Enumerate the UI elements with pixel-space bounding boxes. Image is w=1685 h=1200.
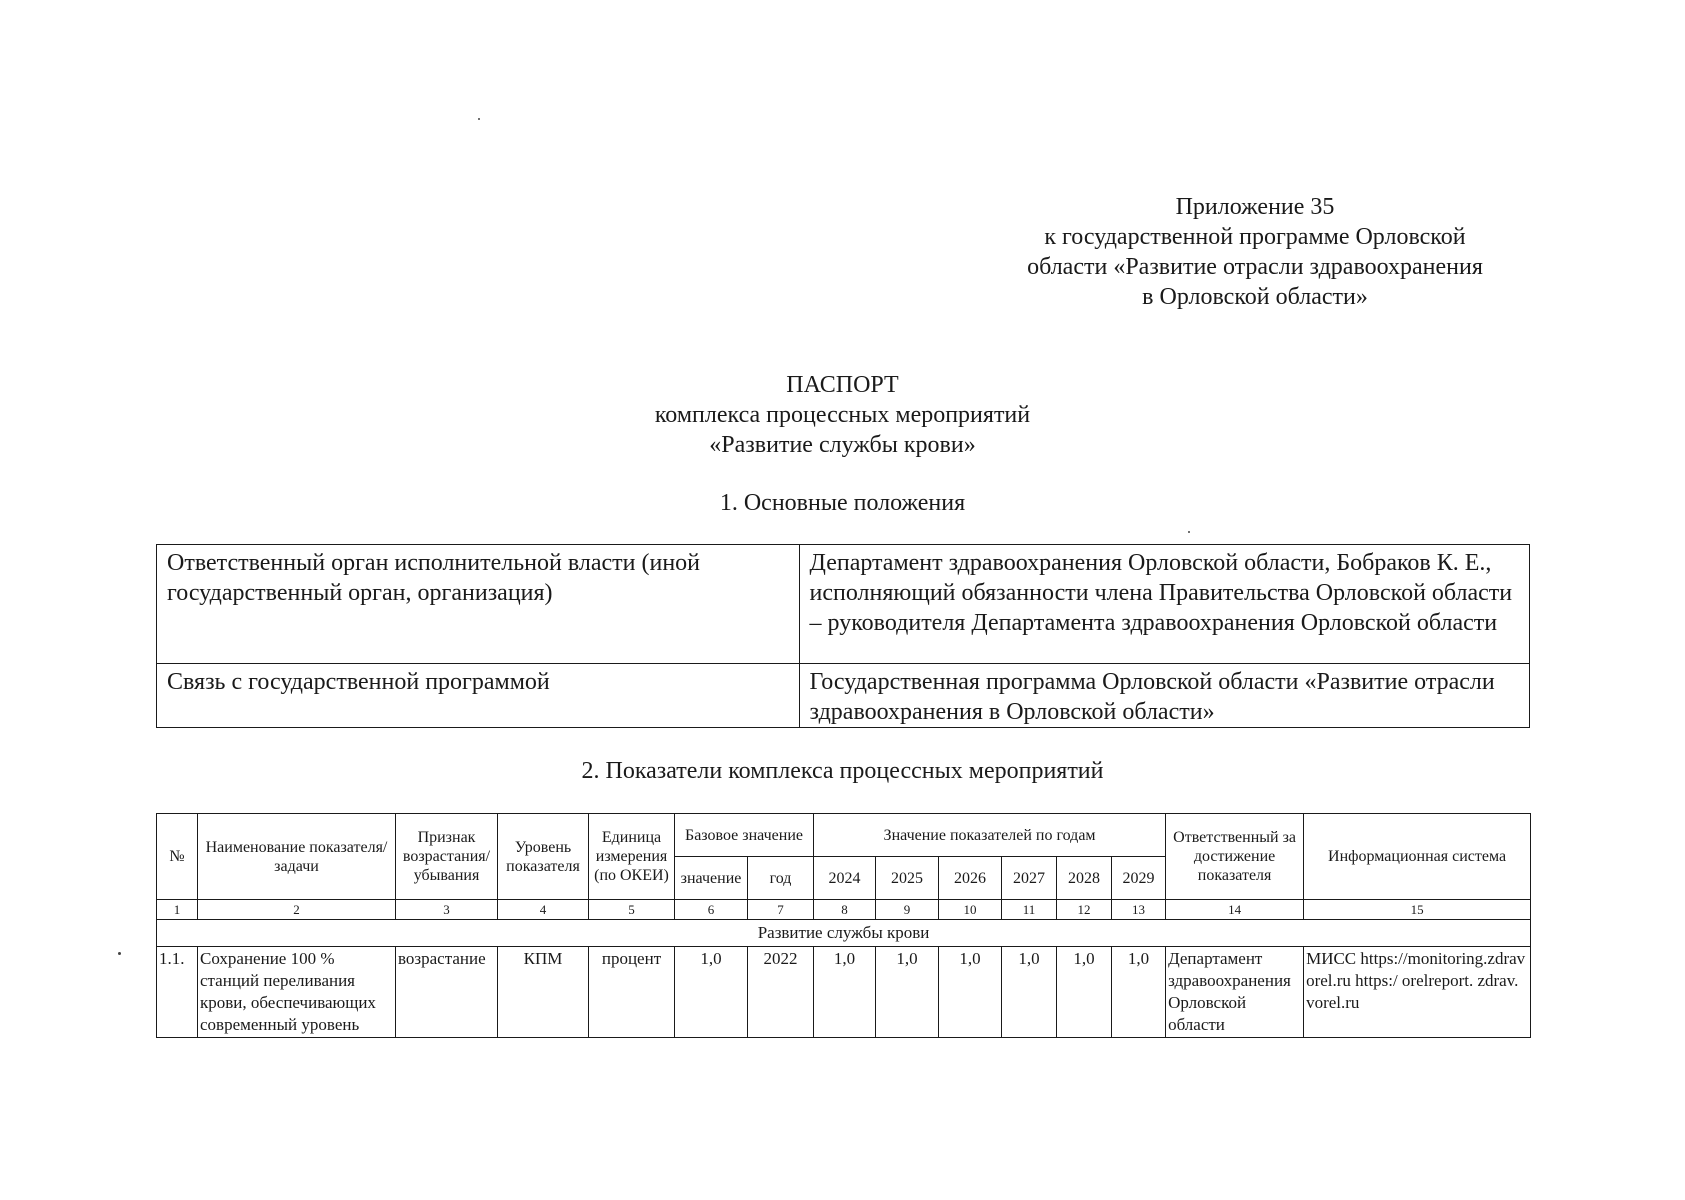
column-number: 7 — [748, 900, 814, 920]
provision-label: Ответственный орган исполнительной власти (иной государственный орган, организация) — [157, 545, 800, 664]
scan-speck — [478, 118, 480, 120]
basic-provisions-table — [156, 544, 1530, 728]
column-numbers-row — [157, 900, 1531, 920]
cell-responsible: Департамент здравоохранения Орловской области — [1166, 947, 1304, 1038]
cell-base-value: 1,0 — [675, 947, 748, 1038]
section-row — [157, 920, 1531, 947]
header-base-year: год — [748, 857, 814, 900]
column-number: 5 — [589, 900, 675, 920]
indicators-table — [156, 813, 1531, 1038]
column-number: 1 — [157, 900, 198, 920]
cell-year-value: 1,0 — [814, 947, 876, 1038]
header-years-group: Значение показателей по годам — [814, 814, 1166, 857]
section-row-label: Развитие службы крови — [157, 920, 1531, 947]
cell-no: 1.1. — [157, 947, 198, 1038]
cell-base-year: 2022 — [748, 947, 814, 1038]
cell-year-value: 1,0 — [1057, 947, 1112, 1038]
cell-year-value: 1,0 — [939, 947, 1002, 1038]
section-1-title: 1. Основные положения — [719, 490, 966, 516]
appendix-line: в Орловской области» — [1142, 284, 1368, 310]
cell-unit: процент — [589, 947, 675, 1038]
header-year: 2028 — [1057, 857, 1112, 900]
provision-label: Связь с государственной программой — [157, 664, 800, 728]
header-unit: Единица измерения (по ОКЕИ) — [589, 814, 675, 900]
header-base: Базовое значение — [675, 814, 814, 857]
appendix-line: Приложение 35 — [1175, 194, 1335, 220]
header-year: 2024 — [814, 857, 876, 900]
header-row — [157, 814, 1531, 857]
column-number: 11 — [1002, 900, 1057, 920]
cell-level: КПМ — [498, 947, 589, 1038]
column-number: 10 — [939, 900, 1002, 920]
header-base-value: значение — [675, 857, 748, 900]
column-number: 14 — [1166, 900, 1304, 920]
scan-speck — [118, 952, 121, 955]
header-name: Наименование показателя/ задачи — [198, 814, 396, 900]
column-number: 3 — [396, 900, 498, 920]
cell-system: МИСС https://monitoring.zdravorel.ru https:/ orelreport. zdrav. vorel.ru — [1304, 947, 1531, 1038]
passport-subtitle: комплекса процессных мероприятий — [654, 402, 1031, 428]
appendix-line: к государственной программе Орловской — [1044, 224, 1466, 250]
passport-name: «Развитие службы крови» — [709, 432, 976, 458]
section-2-title: 2. Показатели комплекса процессных мероприятий — [581, 758, 1104, 784]
column-number: 4 — [498, 900, 589, 920]
provision-value: Департамент здравоохранения Орловской области, Бобраков К. Е., исполняющий обязанности члена Правительства Орловской области – руководителя Департамента здравоохранения Орловской области — [799, 545, 1529, 664]
table-row — [157, 545, 1530, 664]
header-system: Информационная система — [1304, 814, 1531, 900]
passport-heading — [0, 370, 1685, 460]
header-year: 2025 — [876, 857, 939, 900]
column-number: 2 — [198, 900, 396, 920]
column-number: 15 — [1304, 900, 1531, 920]
appendix-line: области «Развитие отрасли здравоохранения — [1027, 254, 1483, 280]
column-number: 13 — [1112, 900, 1166, 920]
column-number: 9 — [876, 900, 939, 920]
header-year: 2027 — [1002, 857, 1057, 900]
appendix-header — [1000, 192, 1510, 312]
cell-name: Сохранение 100 % станций переливания крови, обеспечивающих современный уровень — [198, 947, 396, 1038]
cell-year-value: 1,0 — [1112, 947, 1166, 1038]
header-trend: Признак возрастания/ убывания — [396, 814, 498, 900]
cell-year-value: 1,0 — [876, 947, 939, 1038]
passport-title: ПАСПОРТ — [786, 372, 899, 398]
header-level: Уровень показателя — [498, 814, 589, 900]
provision-value: Государственная программа Орловской области «Развитие отрасли здравоохранения в Орловской области» — [799, 664, 1529, 728]
column-number: 8 — [814, 900, 876, 920]
table-row — [157, 664, 1530, 728]
header-responsible: Ответственный за достижение показателя — [1166, 814, 1304, 900]
cell-year-value: 1,0 — [1002, 947, 1057, 1038]
cell-trend: возрастание — [396, 947, 498, 1038]
column-number: 12 — [1057, 900, 1112, 920]
header-no: № — [157, 814, 198, 900]
scan-speck — [1188, 531, 1190, 533]
header-year: 2026 — [939, 857, 1002, 900]
column-number: 6 — [675, 900, 748, 920]
table-row — [157, 947, 1531, 1038]
header-year: 2029 — [1112, 857, 1166, 900]
